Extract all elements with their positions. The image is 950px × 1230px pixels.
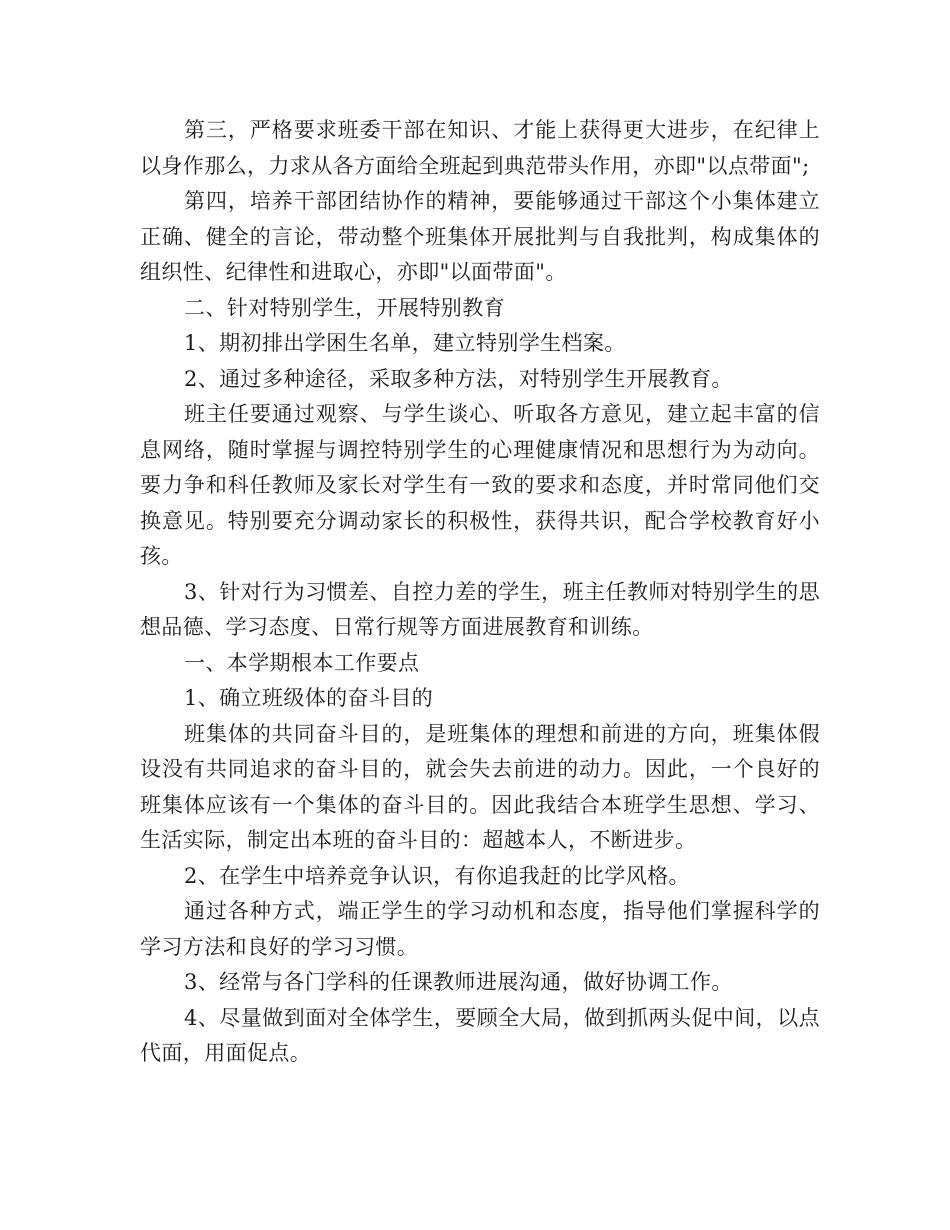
list-item-4-whole-class: 4、尽量做到面对全体学生，要顾全大局，做到抓两头促中间，以点代面，用面促点。 xyxy=(140,1005,820,1065)
paragraph-learning-methods: 通过各种方式，端正学生的学习动机和态度，指导他们掌握科学的学习方法和良好的学习习惯。 xyxy=(140,899,820,959)
list-item-1-class-goal: 1、确立班级体的奋斗目的 xyxy=(184,686,434,710)
list-item-3-teacher-communication: 3、经常与各门学科的任课教师进展沟通，做好协调工作。 xyxy=(184,970,733,994)
section-heading-work-points: 一、本学期根本工作要点 xyxy=(184,650,420,675)
paragraph-common-goal: 班集体的共同奋斗目的，是班集体的理想和前进的方向，班集体假设没有共同追求的奋斗目的，就会失去前进的动力。因此，一个良好的班集体应该有一个集体的奋斗目的。因此我结合本班学生思想、学习、生活实际，制定出本班的奋斗目的：超越本人，不断进步。 xyxy=(140,721,820,852)
list-item-2-competition: 2、在学生中培养竞争认识，有你追我赶的比学风格。 xyxy=(184,863,690,888)
list-item-2-education-methods: 2、通过多种途径，采取多种方法，对特别学生开展教育。 xyxy=(184,366,733,391)
document-page xyxy=(140,113,820,1072)
paragraph-teamwork: 第四，培养干部团结协作的精神，要能够通过干部这个小集体建立正确、健全的言论，带动整个班集体开展批判与自我批判，构成集体的组织性、纪律性和进取心，亦即"以面带面"。 xyxy=(140,189,820,284)
paragraph-class-committee: 第三，严格要求班委干部在知识、才能上获得更大进步，在纪律上以身作那么，力求从各方面给全班起到典范带头作用，亦即"以点带面"; xyxy=(140,118,820,178)
list-item-3-behavior-training: 3、针对行为习惯差、自控力差的学生，班主任教师对特别学生的思想品德、学习态度、日常行规等方面进展教育和训练。 xyxy=(140,579,820,639)
section-heading-special-students: 二、针对特别学生，开展特别教育 xyxy=(184,295,505,320)
paragraph-information-network: 班主任要通过观察、与学生谈心、听取各方意见，建立起丰富的信息网络，随时掌握与调控特别学生的心理健康情况和思想行为为动向。要力争和科任教师及家长对学生有一致的要求和态度，并时常同他们交换意见。特别要充分调动家长的积极性，获得共识，配合学校教育好小孩。 xyxy=(140,402,820,568)
list-item-1-student-files: 1、期初排出学困生名单，建立特别学生档案。 xyxy=(184,331,626,355)
